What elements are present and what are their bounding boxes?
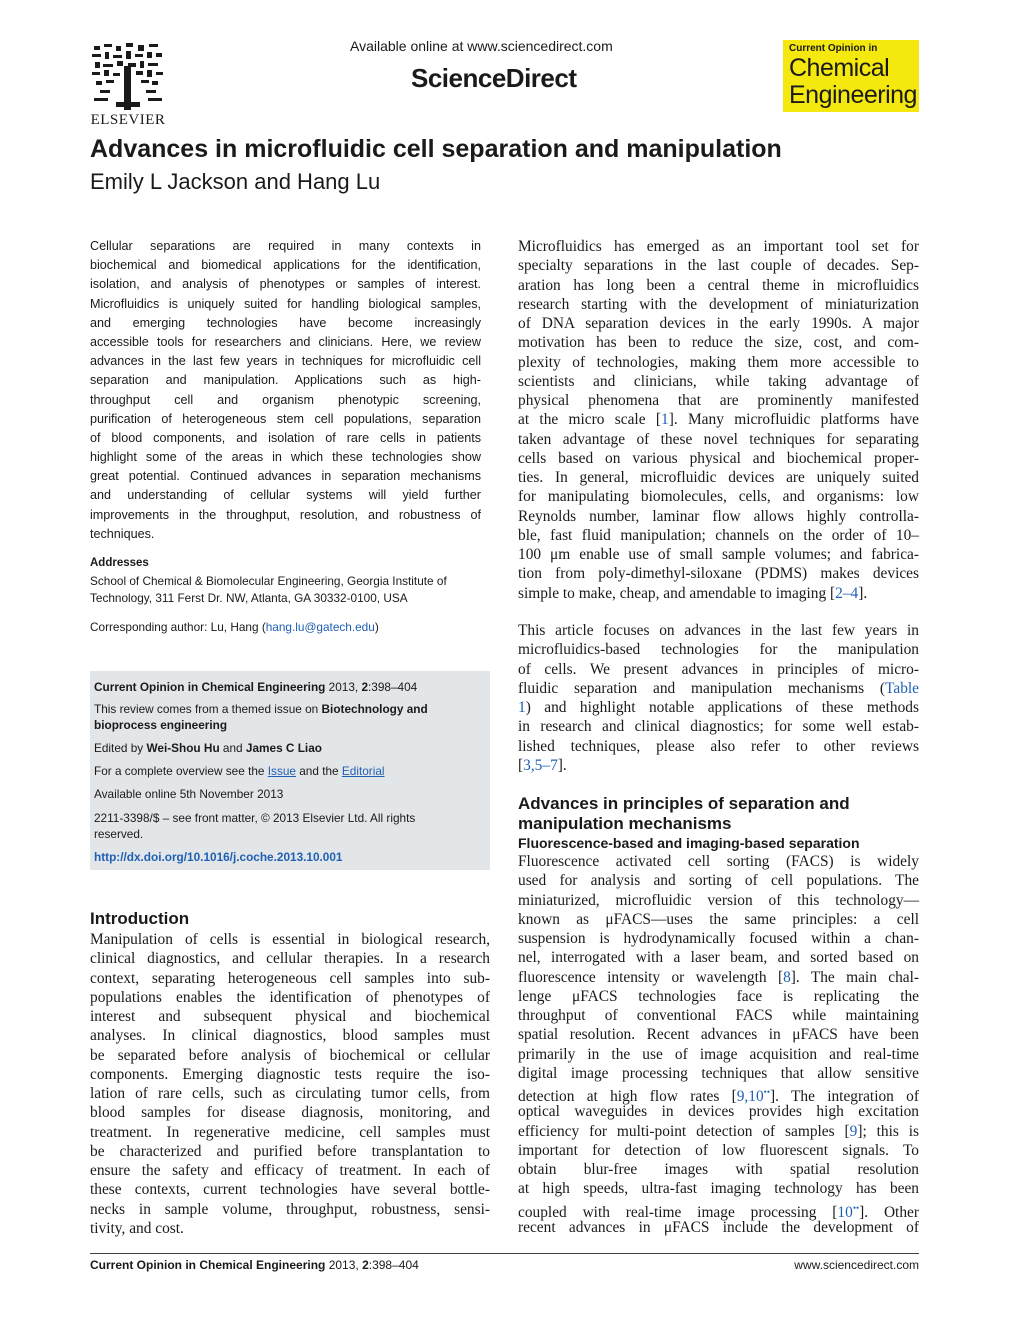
- text-run: ]. The integration of: [769, 1088, 919, 1106]
- reference-number: 9,10: [736, 1088, 764, 1106]
- citation-line: [94, 679, 484, 695]
- themed-topic-cont: bioprocess engineering: [94, 718, 228, 732]
- body-line: [518, 1122, 919, 1141]
- article-authors: Emily L Jackson and Hang Lu: [90, 169, 381, 194]
- body-line: known as μFACS—uses the same principles: a cell: [518, 910, 919, 928]
- footer-url[interactable]: www.sciencedirect.com: [794, 1258, 919, 1272]
- abstract-line: and emerging technologies have become increasingly: [90, 315, 481, 330]
- intro-line: clinical diagnostics, and cellular therapies. In a research: [90, 950, 490, 968]
- abstract-line: separation and manipulation. Applications such as high-: [90, 373, 481, 388]
- reference-link[interactable]: 2–4: [835, 584, 859, 602]
- footer-pages: :398–404: [368, 1258, 419, 1272]
- edited-prefix: Edited by: [94, 741, 147, 755]
- reference-number: 10: [837, 1203, 853, 1221]
- doi-link[interactable]: http://dx.doi.org/10.1016/j.coche.2013.10.001: [94, 850, 343, 864]
- body-line: [518, 756, 919, 775]
- abstract-line: and understanding of cellular systems will yield further: [90, 488, 481, 503]
- abstract-line: advances in the last few years in techniques for microfluidic cell: [90, 354, 481, 369]
- intro-line: these contexts, current technologies have several bottle-: [90, 1181, 490, 1199]
- body-line: for manipulating biomolecules, cells, and organisms: low: [518, 488, 919, 506]
- body-line: of DNA separation devices in the early 1990s. A major: [518, 315, 919, 332]
- journal-logo: [783, 40, 919, 112]
- reference-link[interactable]: 9: [849, 1122, 858, 1140]
- body-line: Reynolds number, laminar flow allows highly controlla-: [518, 507, 919, 525]
- text-run: fluorescence intensity or wavelength [: [518, 968, 784, 986]
- body-line: optical waveguides in devices provides high excitation: [518, 1103, 919, 1121]
- intro-line: lation of rare cells, such as circulating tumor cells, from: [90, 1085, 490, 1102]
- body-paragraph-3: [518, 852, 919, 1237]
- text-run: at the micro scale [: [518, 411, 661, 429]
- reference-marker: ••: [852, 1202, 860, 1213]
- citation-volume: 2: [361, 680, 369, 694]
- body-line: 100 μm enable use of small sample volumes; and fabrica-: [518, 546, 919, 563]
- corresponding-author: [90, 620, 379, 634]
- copyright-line: 2211-3398/$ – see front matter, © 2013 Elsevier Ltd. All rights: [94, 811, 416, 825]
- addresses-heading: Addresses: [90, 557, 149, 569]
- copyright: [94, 810, 484, 842]
- body-line: taken advantage of these novel techniques for separating: [518, 430, 919, 448]
- body-line: spatial resolution. Recent advances in μFACS have been: [518, 1026, 919, 1044]
- body-line: used for analysis and sorting of cell populations. The: [518, 872, 919, 890]
- text-run: simple to make, cheap, and amendable to imaging [: [518, 584, 836, 602]
- available-online-text: Available online at www.sciencedirect.com: [350, 38, 613, 54]
- body-line: [518, 1199, 919, 1221]
- intro-line: ensure the safety and efficacy of treatment. In each of: [90, 1162, 490, 1179]
- intro-line: necks in sample volume, throughput, robustness, sensi-: [90, 1200, 490, 1218]
- abstract: [90, 237, 481, 544]
- journal-logo-line1: Current Opinion in: [789, 43, 878, 54]
- abstract-line: techniques.: [90, 526, 155, 541]
- intro-line: components. Emerging diagnostic tests require the iso-: [90, 1065, 490, 1083]
- body-line: digital image processing techniques that allow sensitive: [518, 1064, 919, 1082]
- body-line: obtain blur-free images with spatial resolution: [518, 1161, 919, 1178]
- body-line: at high speeds, ultra-fast imaging technology has been: [518, 1180, 919, 1198]
- intro-line: tivity, and cost.: [90, 1219, 184, 1237]
- text-run: ]; this is: [857, 1122, 919, 1140]
- intro-line: blood samples for disease diagnosis, monitoring, and: [90, 1104, 490, 1122]
- text-run: ].: [557, 756, 567, 774]
- introduction-text: [90, 930, 490, 1238]
- body-line: [518, 410, 919, 429]
- body-line: Fluorescence activated cell sorting (FACS) is widely: [518, 853, 919, 870]
- abstract-line: accessible tools for researchers and clinicians. Here, we review: [90, 334, 481, 349]
- body-line: ties. In general, microfluidic devices are uniquely suited: [518, 469, 919, 486]
- body-line: ble, fast fluid manipulation; channels on the order of 10–: [518, 526, 919, 544]
- intro-line: interest and subsequent physical and biochemical: [90, 1008, 490, 1025]
- table-link[interactable]: 1: [518, 699, 526, 716]
- author-email-link[interactable]: hang.lu@gatech.edu: [265, 620, 375, 634]
- intro-line: be characterized and purified before transplantation to: [90, 1142, 490, 1160]
- body-line: lenge μFACS technologies face is replicating the: [518, 987, 919, 1005]
- body-paragraph-2: [518, 621, 919, 775]
- section-heading: [518, 794, 919, 833]
- abstract-line: great potential. Continued advances in separation mechanisms: [90, 469, 481, 484]
- editorial-link[interactable]: Editorial: [341, 764, 385, 778]
- text-run: ]. The main chal-: [790, 968, 919, 986]
- reference-marker: ••: [763, 1087, 770, 1097]
- body-line: motivation has been to reduce the size, cost, and com-: [518, 334, 919, 352]
- abstract-line: isolation, and analysis of phenotypes or samples of interest.: [90, 277, 481, 292]
- body-line: lished techniques, please also refer to other reviews: [518, 737, 919, 755]
- body-line: recent advances in μFACS include the development of: [518, 1218, 919, 1236]
- abstract-line: throughput cell and organism phenotypic screening,: [90, 392, 481, 407]
- subsection-heading: Fluorescence-based and imaging-based separation: [518, 835, 860, 851]
- text-run: efficiency for multi-point detection of samples [: [518, 1122, 850, 1140]
- footer-journal: Current Opinion in Chemical Engineering: [90, 1258, 326, 1272]
- footer-year: 2013,: [325, 1258, 363, 1272]
- editor-and: and: [219, 741, 246, 755]
- text-run: detection at high flow rates [: [518, 1088, 737, 1106]
- journal-logo-line3: Engineering: [789, 81, 917, 109]
- body-line: specialty separations in the last couple of decades. Sep-: [518, 257, 919, 275]
- address-line: School of Chemical & Biomolecular Engineering, Georgia Institute of: [90, 574, 447, 588]
- article-info-box: [90, 671, 490, 870]
- body-line: important for detection of low fluorescent signals. To: [518, 1141, 919, 1159]
- corresponding-prefix: Corresponding author: Lu, Hang (: [90, 620, 266, 634]
- text-run: [: [518, 756, 524, 774]
- abstract-line: of blood components, and isolation of rare cells in patients: [90, 430, 481, 445]
- citation-pages: :398–404: [368, 680, 418, 694]
- intro-line: populations enables the identification of phenotypes of: [90, 988, 490, 1006]
- editor-name: James C Liao: [245, 741, 322, 755]
- reference-link[interactable]: 1: [661, 411, 669, 429]
- footer-volume: 2: [362, 1258, 369, 1272]
- body-line: [518, 584, 919, 603]
- text-run: coupled with real-time image processing [: [518, 1203, 838, 1221]
- intro-line: context, separating heterogeneous cell samples into sub-: [90, 969, 490, 987]
- intro-line: Manipulation of cells is essential in biological research,: [90, 931, 490, 948]
- overview-line: [94, 763, 484, 779]
- body-line: in research and clinical diagnostics; for some well estab-: [518, 718, 919, 736]
- reference-link[interactable]: 3,5–7: [523, 756, 558, 774]
- text-run: ]. Other: [859, 1203, 919, 1221]
- themed-topic: Biotechnology and: [321, 702, 428, 716]
- section-heading-line: manipulation mechanisms: [518, 813, 732, 833]
- section-heading-line: Advances in principles of separation and: [518, 794, 850, 813]
- editor-name: Wei-Shou Hu: [146, 741, 220, 755]
- body-line: [518, 1083, 919, 1106]
- body-line: aration has long been a central theme in microfluidics: [518, 276, 919, 294]
- address-line: Technology, 311 Ferst Dr. NW, Atlanta, GA 30332-0100, USA: [90, 591, 408, 605]
- abstract-line: purification of heterogeneous stem cell populations, separation: [90, 411, 481, 426]
- corresponding-suffix: ): [374, 620, 379, 634]
- body-line: suspension is hydrodynamically focused within a chan-: [518, 930, 919, 947]
- addresses: [90, 573, 490, 607]
- intro-line: treatment. In regenerative medicine, cell samples must: [90, 1123, 490, 1141]
- publisher-name: ELSEVIER: [90, 112, 166, 128]
- journal-name: Current Opinion in Chemical Engineering: [94, 680, 326, 694]
- overview-prefix: For a complete overview see the: [94, 764, 268, 778]
- editors-line: [94, 740, 484, 756]
- text-run: ].: [858, 584, 868, 602]
- body-line: microfluidics-based technologies for the manipulation: [518, 641, 919, 659]
- table-link[interactable]: Table: [885, 679, 919, 697]
- text-run: ]. Many microfluidic platforms have: [668, 411, 919, 429]
- elsevier-logo: [86, 40, 170, 128]
- body-line: tion from poly-dimethyl-siloxane (PDMS) makes devices: [518, 565, 919, 583]
- body-line: cells based on various physical and biochemical proper-: [518, 449, 919, 467]
- body-line: of cells. We present advances in principles of micro-: [518, 660, 919, 678]
- intro-line: be separated before analysis of biochemical or cellular: [90, 1046, 490, 1064]
- journal-logo-line2: Chemical: [789, 54, 890, 82]
- body-line: miniaturized, microfluidic version of this technology—: [518, 891, 919, 909]
- copyright-line: reserved.: [94, 827, 144, 841]
- body-line: Microfluidics has emerged as an important tool set for: [518, 238, 919, 255]
- body-paragraph-1: [518, 237, 919, 603]
- body-line: primarily in the use of image acquisition and real-time: [518, 1045, 919, 1063]
- body-line: physical phenomena that are prominently manifested: [518, 392, 919, 409]
- themed-prefix: This review comes from a themed issue on: [94, 702, 322, 716]
- body-line: plexity of technologies, making them more accessible to: [518, 353, 919, 371]
- text-run: ) and highlight notable applications of these methods: [525, 699, 919, 716]
- available-online-date: Available online 5th November 2013: [94, 787, 284, 801]
- body-line: [518, 679, 919, 698]
- text-run: fluidic separation and manipulation mechanisms (: [518, 679, 886, 697]
- citation-year: 2013,: [325, 680, 362, 694]
- body-line: This article focuses on advances in the last few years in: [518, 622, 919, 639]
- abstract-line: highlight some of the areas in which these technologies show: [90, 450, 481, 465]
- body-line: throughput of conventional FACS while maintaining: [518, 1007, 919, 1024]
- abstract-line: improvements in the throughput, resolution, and robustness of: [90, 507, 481, 522]
- body-line: scientists and clinicians, while taking advantage of: [518, 372, 919, 390]
- footer-citation: [90, 1258, 419, 1272]
- footer-divider: [90, 1253, 919, 1254]
- article-title: Advances in microfluidic cell separation and manipulation: [90, 135, 782, 163]
- body-line: research starting with the development of miniaturization: [518, 295, 919, 313]
- issue-link[interactable]: Issue: [267, 764, 296, 778]
- abstract-line: Microfluidics is uniquely suited for handling biological samples,: [90, 296, 481, 311]
- intro-line: analyses. In clinical diagnostics, blood samples must: [90, 1027, 490, 1045]
- abstract-line: biochemical and biomedical applications for the identification,: [90, 258, 481, 273]
- sciencedirect-wordmark[interactable]: ScienceDirect: [411, 63, 577, 93]
- introduction-heading: Introduction: [90, 909, 190, 928]
- body-line: nel, interrogated with a laser beam, and sorted based on: [518, 949, 919, 967]
- body-line: [518, 968, 919, 987]
- reference-link[interactable]: 8: [783, 968, 791, 986]
- overview-and: and the: [295, 764, 342, 778]
- body-line: [518, 698, 919, 717]
- themed-issue: [94, 701, 484, 733]
- abstract-line: Cellular separations are required in many contexts in: [90, 239, 481, 253]
